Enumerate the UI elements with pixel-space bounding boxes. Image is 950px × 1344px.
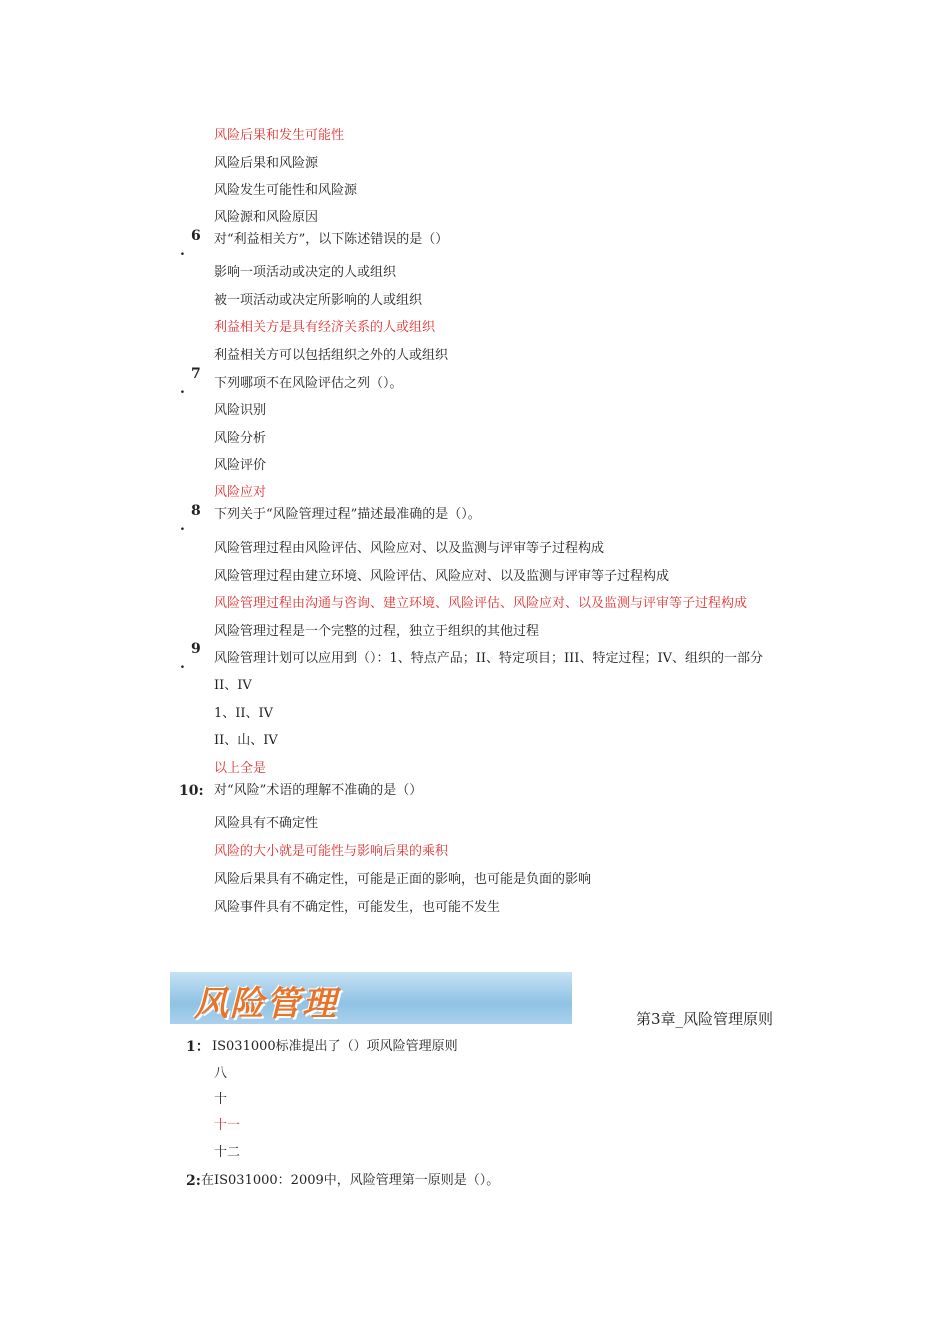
q8-dot: . [180, 518, 185, 534]
q10-text: 对“风险”术语的理解不准确的是（） [214, 783, 423, 798]
q6-option-d: 利益相关方可以包括组织之外的人或组织 [214, 348, 449, 363]
ch3-q1-option-c: 十一 [214, 1118, 241, 1133]
q7-option-d: 风险应对 [214, 485, 267, 500]
q6-dot: . [180, 243, 185, 259]
q8-option-a: 风险管理过程由风险评估、风险应对、以及监测与评审等子过程构成 [214, 541, 605, 556]
q9-option-c: II、山、IV [214, 733, 278, 748]
q9-dot: . [180, 656, 185, 672]
q6-option-a: 影响一项活动或决定的人或组织 [214, 265, 397, 280]
q10-option-d: 风险事件具有不确定性，可能发生，也可能不发生 [214, 900, 501, 915]
q6-option-c: 利益相关方是具有经济关系的人或组织 [214, 320, 436, 335]
ch3-q1-option-d: 十二 [214, 1145, 241, 1160]
q9-option-d: 以上全是 [214, 761, 267, 776]
q5-option-d: 风险源和风险原因 [214, 210, 319, 225]
q8-text: 下列关于“风险管理过程”描述最准确的是（）。 [214, 507, 481, 522]
q7-option-c: 风险评价 [214, 458, 267, 473]
q5-option-a: 风险后果和发生可能性 [214, 128, 345, 143]
q9-text: 风险管理计划可以应用到（）：1、特点产品；II、特定项目；III、特定过程；IV、组织的一部分 [214, 651, 763, 666]
q7-text: 下列哪项不在风险评估之列（）。 [214, 376, 403, 391]
q6-text: 对“利益相关方”，以下陈述错误的是（） [214, 232, 449, 247]
q5-option-b: 风险后果和风险源 [214, 156, 319, 171]
q7-option-b: 风险分析 [214, 431, 267, 446]
q7-dot: . [180, 381, 185, 397]
risk-management-banner [170, 972, 572, 1024]
q8-option-b: 风险管理过程由建立环境、风险评估、风险应对、以及监测与评审等子过程构成 [214, 569, 670, 584]
chapter-title: 第3章_风险管理原则 [636, 1010, 774, 1028]
q10-option-a: 风险具有不确定性 [214, 816, 319, 831]
q9-option-b: 1、II、IV [214, 706, 274, 721]
ch3-q2-text: 在IS031000：2009中，风险管理第一原则是（）。 [201, 1173, 500, 1188]
q7-number: 7 [191, 366, 201, 382]
q7-option-a: 风险识别 [214, 403, 267, 418]
ch3-q1-option-b: 十 [214, 1092, 228, 1107]
banner-title: 风险管理 [194, 984, 338, 1024]
q9-option-a: II、IV [214, 678, 252, 693]
ch3-q2-number: 2: [186, 1173, 201, 1189]
q6-number: 6 [191, 228, 201, 244]
ch3-q1-option-a: 八 [214, 1066, 228, 1081]
q8-option-c: 风险管理过程由沟通与咨询、建立环境、风险评估、风险应对、以及监测与评审等子过程构成 [214, 596, 748, 611]
ch3-q1-number: 1： [186, 1039, 210, 1055]
q9-number: 9 [191, 641, 201, 657]
q6-option-b: 被一项活动或决定所影响的人或组织 [214, 293, 423, 308]
ch3-q1-text: IS031000标准提出了（）项风险管理原则 [212, 1039, 458, 1054]
q5-option-c: 风险发生可能性和风险源 [214, 183, 358, 198]
q10-option-c: 风险后果具有不确定性，可能是正面的影响，也可能是负面的影响 [214, 872, 592, 887]
q10-option-b: 风险的大小就是可能性与影响后果的乘积 [214, 844, 449, 859]
q10-number: 10: [179, 783, 204, 799]
q8-option-d: 风险管理过程是一个完整的过程，独立于组织的其他过程 [214, 624, 540, 639]
q8-number: 8 [191, 503, 201, 519]
